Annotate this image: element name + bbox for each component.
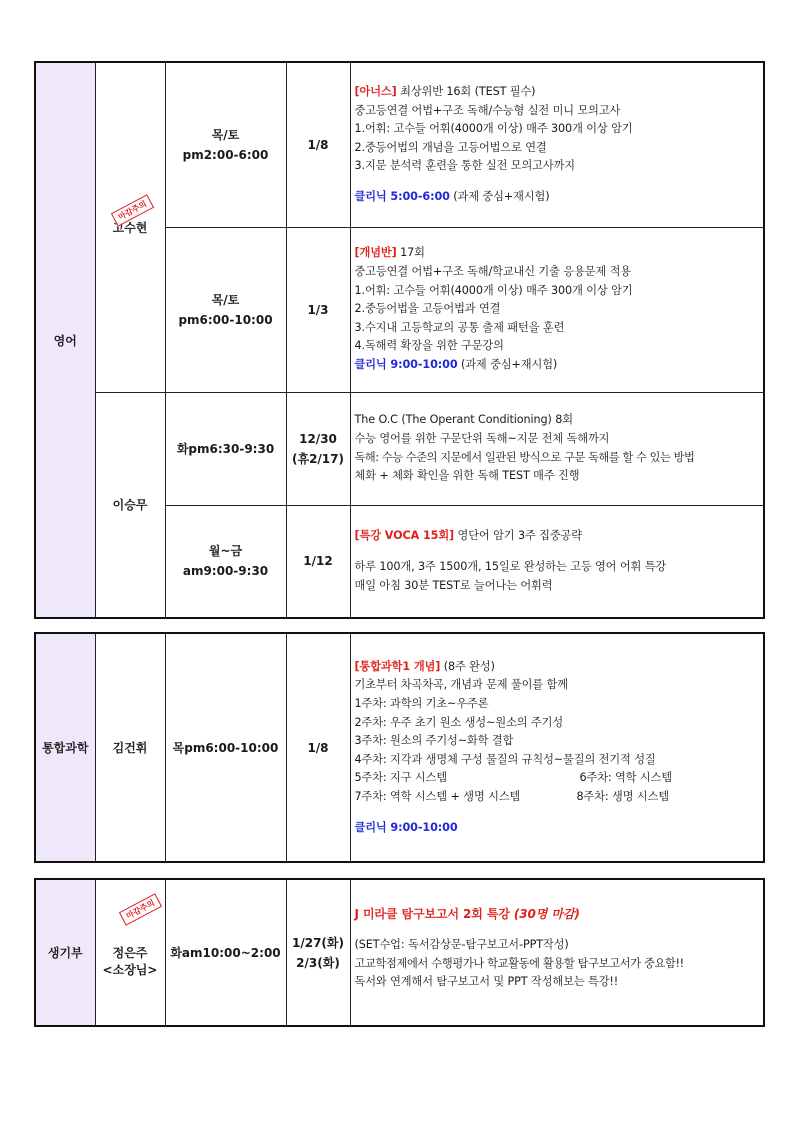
clinic-time: 클리닉 9:00-10:00 — [354, 820, 458, 834]
class-day: 목/토 — [211, 292, 240, 307]
start-date-value: 12/30 — [299, 431, 337, 446]
teacher-title: <소장님> — [102, 962, 158, 977]
class-date: 2/3(화) — [296, 955, 340, 970]
week-item: 7주차: 역학 시스템 + 생명 시스템 — [354, 789, 521, 803]
teacher-kim-geonhwi: 김건휘 — [95, 633, 165, 862]
subject-science: 통합과학 — [35, 633, 95, 862]
desc-line: 3.수지내 고등학교의 공통 출제 패턴을 훈련 — [354, 320, 565, 334]
class-hours: am9:00-9:30 — [182, 564, 269, 579]
class-hours: pm6:00-10:00 — [178, 312, 273, 327]
clinic-time: 클리닉 5:00-6:00 — [354, 189, 450, 203]
desc-line: 체화 + 체화 확인을 위한 독해 TEST 매주 진행 — [354, 469, 580, 483]
desc-line: The O.C (The Operant Conditioning) 8회 — [354, 413, 573, 427]
desc-line: 기초부터 차곡차곡, 개념과 문제 풀이를 함께 — [354, 678, 568, 692]
week-item: 6주차: 역학 시스템 — [579, 771, 673, 785]
desc-line: 하루 100개, 3주 1500개, 15일로 완성하는 고등 영어 어휘 특강 — [354, 559, 667, 573]
desc-line: 2.중등어법의 개념을 고등어법으로 연결 — [354, 140, 547, 154]
class-tag: [통합과학1 개념] — [354, 659, 441, 673]
clinic-time: 클리닉 9:00-10:00 — [354, 357, 458, 371]
teacher-name: 고수현 — [112, 220, 148, 235]
class-hours: 화pm6:30-9:30 — [165, 392, 286, 505]
desc-line: 독서와 연계해서 탐구보고서 및 PPT 작성해보는 특강!! — [354, 975, 619, 989]
desc-line: 1.어휘: 고수들 어휘(4000개 이상) 매주 300개 이상 암기 — [354, 283, 633, 297]
clinic-note: (과제 중심+재시험) — [449, 189, 550, 203]
subject-english: 영어 — [35, 62, 95, 618]
desc-line: 3.지문 분석력 훈련을 통한 실전 모의고사까지 — [354, 159, 575, 173]
class-tag: [아너스] — [354, 84, 397, 98]
desc-line: 4.독해력 확장을 위한 구문강의 — [354, 339, 504, 353]
class-description — [350, 505, 764, 618]
english-schedule-table — [34, 61, 765, 619]
special-title-note: (30명 마감) — [513, 907, 580, 922]
class-time — [165, 227, 286, 392]
science-schedule-table — [34, 632, 765, 863]
desc-line: 1.어휘: 고수들 어휘(4000개 이상) 매주 300개 이상 암기 — [354, 122, 633, 136]
desc-line: 수능 영어를 위한 구문단위 독해~지문 전체 독해까지 — [354, 431, 610, 445]
class-title: (8주 완성) — [440, 659, 495, 673]
class-description — [350, 227, 764, 392]
class-description — [350, 392, 764, 505]
desc-line: (SET수업: 독서감상문-탐구보고서-PPT작성) — [354, 937, 569, 951]
desc-line: 2.중등어법을 고등어법과 연결 — [354, 302, 501, 316]
start-date: 1/8 — [286, 62, 350, 227]
class-description — [350, 62, 764, 227]
class-description — [350, 633, 764, 862]
class-tag: [특강 VOCA 15회] — [354, 529, 455, 543]
desc-line: 고교학점제에서 수행평가나 학교활동에 활용할 탐구보고서가 중요함!! — [354, 956, 684, 970]
class-time — [165, 62, 286, 227]
week-item: 8주차: 생명 시스템 — [576, 789, 670, 803]
class-tag: [개념반] — [354, 246, 397, 260]
start-date: 1/12 — [286, 505, 350, 618]
class-day: 목/토 — [211, 127, 240, 142]
class-hours: 화am10:00~2:00 — [165, 879, 286, 1026]
start-date: 1/3 — [286, 227, 350, 392]
class-hours: pm2:00-6:00 — [182, 147, 269, 162]
start-date: 1/8 — [286, 633, 350, 862]
desc-line: 1주차: 과학의 기초~우주론 — [354, 697, 489, 711]
class-title: 17회 — [396, 246, 425, 260]
desc-line: 매일 아침 30분 TEST로 늘어나는 어휘력 — [354, 578, 553, 592]
teacher-jeong-eunju — [95, 879, 165, 1026]
clinic-note: (과제 중심+재시험) — [457, 357, 558, 371]
special-title: J 미라클 탐구보고서 2회 특강 — [354, 907, 514, 922]
class-dates — [286, 879, 350, 1026]
deadline-stamp: 마감주의 — [110, 194, 153, 226]
desc-line: 독해: 수능 수준의 지문에서 일관된 방식으로 구문 독해를 할 수 있는 방법 — [354, 450, 695, 464]
teacher-name: 정은주 — [112, 945, 148, 960]
class-day: 월~금 — [208, 544, 243, 559]
class-title: 영단어 암기 3주 집중공략 — [454, 529, 582, 543]
desc-line: 4주차: 지각과 생명체 구성 물질의 규칙성~물질의 전기적 성질 — [354, 752, 656, 766]
teacher-lee-seungmu: 이승무 — [95, 392, 165, 618]
class-time — [165, 505, 286, 618]
desc-line: 3주차: 원소의 주기성~화학 결합 — [354, 734, 514, 748]
desc-line: 2주차: 우주 초기 원소 생성~원소의 주기성 — [354, 715, 564, 729]
week-item: 5주차: 지구 시스템 — [354, 771, 448, 785]
break-note: (휴2/17) — [292, 451, 344, 466]
start-date — [286, 392, 350, 505]
class-date: 1/27(화) — [292, 935, 344, 950]
class-title: 최상위반 16회 (TEST 필수) — [396, 84, 536, 98]
deadline-stamp: 마감주의 — [118, 893, 161, 925]
life-record-schedule-table — [34, 878, 765, 1027]
desc-line: 중고등연결 어법+구조 독해/학교내신 기출 응용문제 적용 — [354, 265, 631, 279]
desc-line: 중고등연결 어법+구조 독해/수능형 실전 미니 모의고사 — [354, 103, 621, 117]
class-hours: 목pm6:00-10:00 — [165, 633, 286, 862]
subject-life-record: 생기부 — [35, 879, 95, 1026]
teacher-go-suhyun — [95, 62, 165, 392]
class-description — [350, 879, 764, 1026]
